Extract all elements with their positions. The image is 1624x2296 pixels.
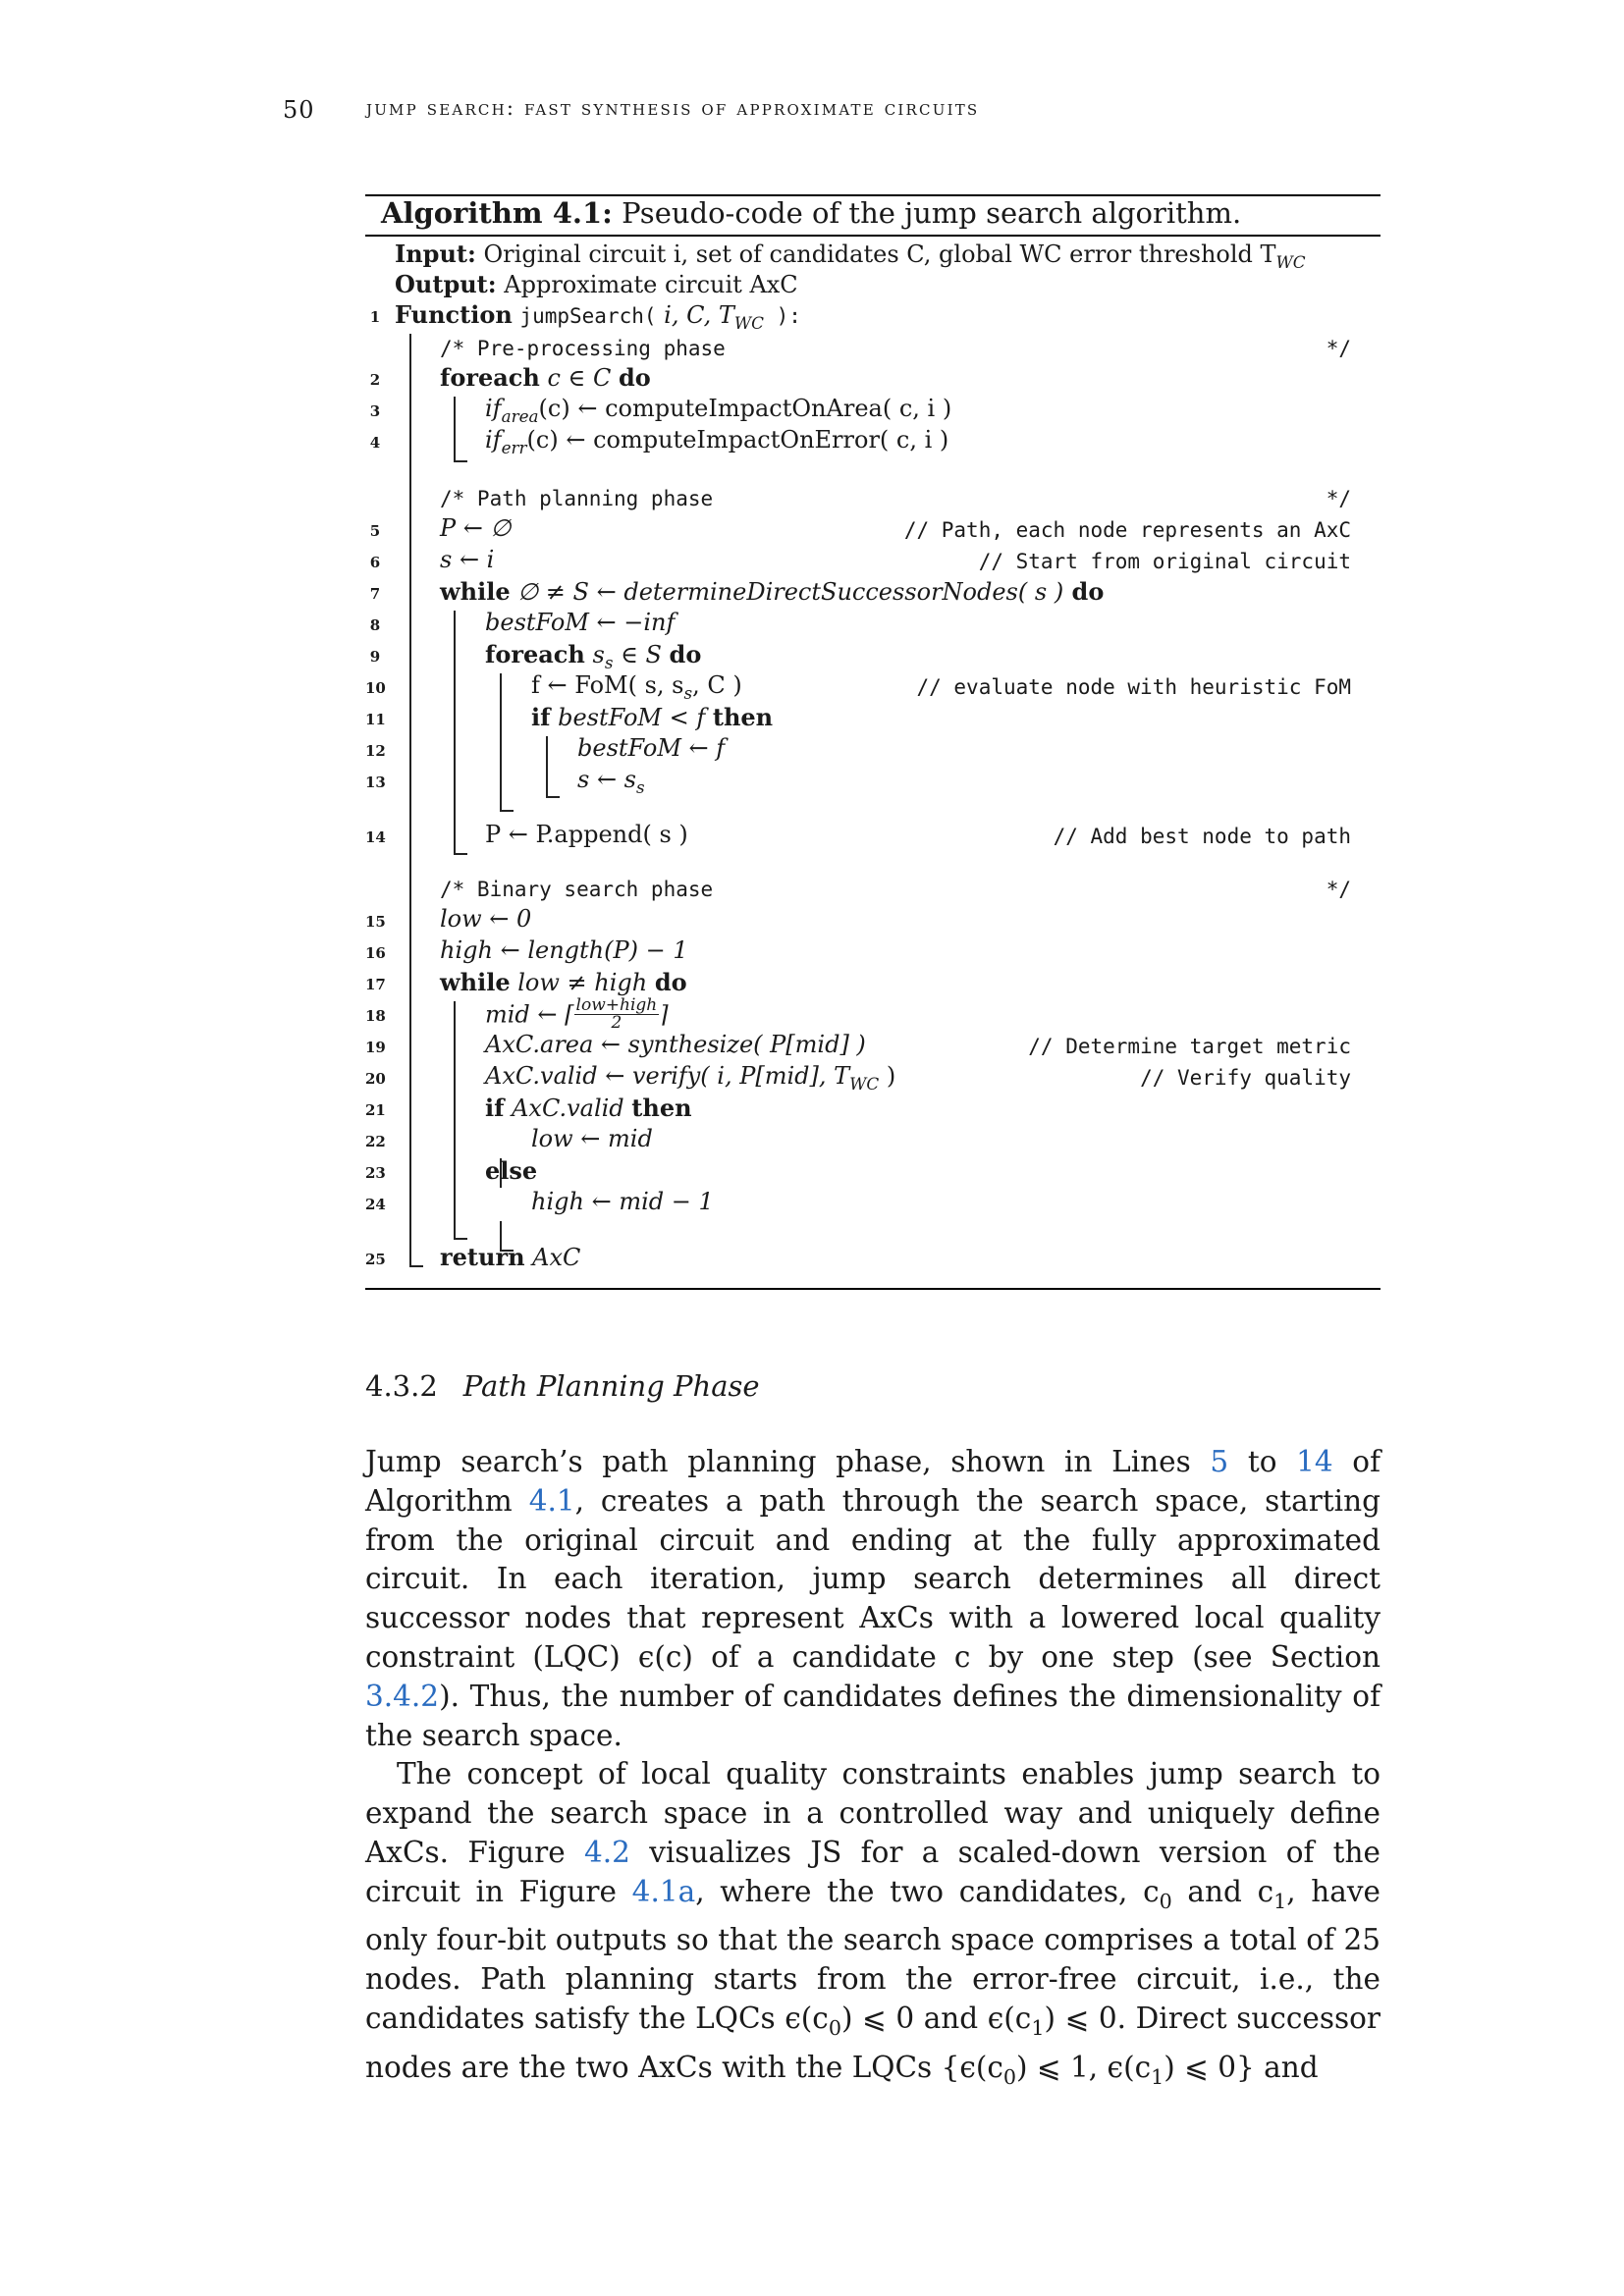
sub: s — [683, 682, 693, 703]
text: , creates a path through the search space, starting from the original circuit and ending at the fully approximated circuit. In each iteration, jump search determines all direct successor nodes that represent AxCs with a lowered local quality constraint (LQC) ϵ(c) of a candidate c by one step (see Section — [365, 1483, 1380, 1674]
line-number: 10 — [365, 679, 386, 697]
input-text: Original circuit i, set of candidates C, global WC error threshold T — [483, 240, 1276, 268]
text: ∈ S — [613, 641, 670, 668]
line-number: 4 — [369, 434, 381, 452]
algo-line-9 — [485, 640, 701, 672]
input-label: Input: — [395, 240, 476, 268]
function-name: jumpSearch( — [519, 304, 657, 328]
algo-line-18 — [485, 997, 669, 1032]
algo-line-16: high ← length(P) − 1 — [440, 936, 688, 964]
line-number: 1 — [369, 308, 381, 326]
section-number: 4.3.2 — [365, 1369, 438, 1403]
text: mid ← ⌈ — [485, 1000, 574, 1029]
if-block-bar — [546, 736, 548, 797]
text: (c) ← computeImpactOnError( c, i ) — [526, 426, 949, 454]
sub: s — [636, 776, 645, 797]
sub: s — [604, 652, 614, 672]
text: ) ⩽ 0} and — [1164, 2050, 1319, 2084]
text: if — [485, 426, 502, 454]
args-end: ): — [763, 304, 801, 328]
algorithm-caption — [381, 196, 1241, 230]
algo-line-4 — [485, 426, 948, 457]
keyword: do — [618, 363, 651, 392]
sub: 1 — [1031, 2015, 1045, 2040]
line-number: 12 — [365, 742, 386, 760]
text: f ← FoM( s, s — [531, 671, 684, 699]
algo-line-25 — [440, 1243, 580, 1271]
line-number: 5 — [369, 522, 381, 540]
function-call: determineDirectSuccessorNodes( s ) — [623, 578, 1064, 606]
comment-end: */ — [1326, 337, 1351, 360]
line-number: 24 — [365, 1196, 386, 1213]
text: to — [1228, 1445, 1297, 1478]
paragraph-1 — [365, 1443, 1380, 2097]
sub: 1 — [1273, 1889, 1287, 1913]
binary-while-end — [454, 1238, 467, 1240]
text: if — [485, 395, 502, 422]
line-number: 14 — [365, 828, 386, 846]
algo-line-12: bestFoM ← f — [577, 734, 726, 762]
algo-line-17 — [440, 968, 687, 996]
keyword: foreach — [485, 640, 585, 668]
keyword: do — [669, 640, 702, 668]
algo-line-2 — [440, 363, 651, 392]
line-number: 7 — [369, 585, 381, 603]
text: AxC.valid ← verify( i, P[mid], T — [485, 1062, 850, 1090]
text: ) ⩽ 1, ϵ(c — [1016, 2050, 1152, 2084]
sub: err — [501, 437, 527, 457]
algo-caption-rule — [365, 235, 1380, 237]
input-sub: WC — [1275, 251, 1306, 272]
algo-line-8: bestFoM ← −inf — [485, 609, 676, 636]
sub: 1 — [1151, 2064, 1164, 2089]
algo-line-14: P ← P.append( s ) — [485, 821, 688, 848]
page-number: 50 — [283, 96, 315, 124]
keyword: then — [631, 1094, 692, 1122]
algo-line-15: low ← 0 — [440, 905, 532, 933]
algo-line-20-comment: // Verify quality — [1140, 1066, 1351, 1090]
line-number: 23 — [365, 1164, 386, 1182]
function-block-end — [409, 1265, 423, 1267]
text: ) ⩽ 0 and ϵ(c — [840, 2002, 1032, 2036]
while-block-bar — [454, 611, 456, 854]
sub: 0 — [1159, 1889, 1172, 1913]
ref-section-3-4-2[interactable]: 3.4.2 — [365, 1679, 440, 1713]
line-number: 3 — [369, 402, 381, 420]
while-block-end — [454, 853, 467, 855]
foreach-block-bar — [454, 397, 456, 461]
args: i, C, T — [656, 301, 734, 329]
keyword: if — [485, 1094, 505, 1122]
algorithm-label: Algorithm 4.1: — [381, 196, 613, 230]
algo-line-7 — [440, 577, 1104, 606]
keyword: do — [654, 968, 687, 996]
sub: 0 — [828, 2015, 841, 2040]
line-number: 9 — [369, 648, 381, 666]
line-number: 20 — [365, 1070, 386, 1088]
text: and c — [1171, 1874, 1274, 1908]
comment-binary-search: /* Binary search phase — [440, 878, 714, 901]
line-number: 11 — [365, 711, 386, 728]
algo-input — [395, 240, 1306, 272]
algo-line-11 — [531, 703, 773, 731]
line-number: 19 — [365, 1039, 386, 1056]
text: ). Thus, the number of candidates defines the dimensionality of the search space. — [365, 1679, 1380, 1752]
line-number: 6 — [369, 554, 381, 571]
keyword: if — [531, 703, 551, 731]
line-number: 16 — [365, 944, 386, 962]
text: , have only four-bit outputs so that the search space comprises a total of 25 nodes. Path planning starts from the error-free circuit, i.e., the candidates satisfy the LQCs ϵ(c — [365, 1874, 1381, 2036]
foreach-block-end — [454, 460, 467, 462]
algo-line-19-comment: // Determine target metric — [1028, 1035, 1351, 1058]
text: c ∈ C — [539, 364, 619, 392]
algo-line-10-comment: // evaluate node with heuristic FoM — [916, 675, 1351, 699]
sub: WC — [849, 1073, 880, 1094]
line-number: 22 — [365, 1133, 386, 1150]
algo-line-10 — [531, 671, 742, 703]
sub: area — [501, 405, 539, 426]
keyword: while — [440, 577, 511, 606]
ref-algorithm-4-1[interactable]: 4.1 — [528, 1483, 575, 1518]
line-number: 18 — [365, 1007, 386, 1025]
text: , C ) — [692, 671, 742, 699]
fraction-denominator: 2 — [611, 1013, 623, 1033]
algo-line-6: s ← i — [440, 546, 495, 573]
output-text: Approximate circuit AxC — [504, 271, 798, 298]
algo-line-3 — [485, 395, 951, 426]
args-sub: WC — [733, 312, 764, 333]
algo-line-5: P ← ∅ — [440, 514, 512, 542]
if-block-end — [546, 796, 560, 798]
algo-line-14-comment: // Add best node to path — [1053, 825, 1351, 848]
comment-path-planning: /* Path planning phase — [440, 487, 714, 510]
line-number: 17 — [365, 976, 386, 993]
ref-figure-4-1a[interactable]: 4.1a — [631, 1874, 696, 1908]
comment-end: */ — [1326, 487, 1351, 510]
fraction-numerator: low+high — [575, 995, 658, 1015]
keyword: do — [1063, 577, 1105, 606]
ref-figure-4-2[interactable]: 4.2 — [583, 1835, 630, 1869]
algo-line-23: else — [485, 1156, 538, 1185]
algo-line-13 — [577, 766, 645, 797]
line-number: 21 — [365, 1101, 386, 1119]
binary-while-bar — [454, 1001, 456, 1239]
algo-line-19: AxC.area ← synthesize( P[mid] ) — [485, 1031, 866, 1058]
text: ) — [879, 1062, 896, 1090]
algo-line-20 — [485, 1062, 895, 1094]
algo-line-5-comment: // Path, each node represents an AxC — [903, 518, 1351, 542]
algo-bottom-rule — [365, 1288, 1380, 1290]
text: Jump search’s path planning phase, shown in Lines — [365, 1445, 1211, 1478]
algo-line-1 — [395, 300, 801, 333]
keyword: return — [440, 1243, 525, 1271]
text: low ≠ high — [510, 969, 655, 996]
text: The concept of local quality constraints enables jump search to expand the search space in a controlled way and uniquely define AxCs. Figure — [365, 1757, 1380, 1869]
comment-end: */ — [1326, 878, 1351, 901]
algo-line-22: low ← mid — [531, 1125, 653, 1152]
ref-line-5[interactable]: 5 — [1210, 1445, 1229, 1478]
text: bestFoM < f — [550, 704, 713, 731]
inner-foreach-end — [500, 810, 514, 812]
keyword: Function — [395, 300, 513, 329]
text: ⌉ — [659, 1000, 669, 1029]
text: AxC.valid — [504, 1095, 632, 1122]
function-block-bar — [409, 334, 411, 1266]
line-number: 25 — [365, 1251, 386, 1268]
algo-output — [395, 270, 798, 298]
line-number: 15 — [365, 913, 386, 931]
inner-foreach-bar — [500, 673, 502, 811]
sub: 0 — [1002, 2064, 1017, 2089]
line-number: 2 — [369, 371, 381, 389]
running-title: jump search: fast synthesis of approximate circuits — [366, 96, 980, 120]
output-label: Output: — [395, 270, 497, 298]
fraction — [574, 997, 660, 1032]
text: AxC — [524, 1244, 581, 1271]
line-number: 8 — [369, 616, 381, 634]
algo-line-6-comment: // Start from original circuit — [978, 550, 1351, 573]
section-title: Path Planning Phase — [462, 1369, 760, 1403]
line-number: 13 — [365, 774, 386, 791]
text: of Algorithm — [365, 1445, 1380, 1518]
comment-preprocessing: /* Pre-processing phase — [440, 337, 726, 360]
ref-line-14[interactable]: 14 — [1296, 1445, 1333, 1478]
keyword: while — [440, 968, 511, 996]
text: ) ⩽ 0. Direct successor nodes are the two AxCs with the LQCs {ϵ(c — [365, 2002, 1381, 2084]
text: s — [584, 641, 605, 668]
keyword: then — [712, 703, 774, 731]
text: s ← s — [577, 766, 636, 793]
section-heading — [365, 1369, 760, 1403]
algo-line-21 — [485, 1094, 692, 1122]
keyword: foreach — [440, 363, 540, 392]
text: visualizes JS for a scaled-down version of the circuit in Figure — [365, 1835, 1380, 1908]
text: , where the two candidates, c — [695, 1874, 1160, 1908]
algorithm-caption-text: Pseudo-code of the jump search algorithm. — [622, 196, 1242, 230]
text: ∅ ≠ S ← — [510, 578, 624, 606]
algo-line-24: high ← mid − 1 — [531, 1188, 714, 1215]
text: (c) ← computeImpactOnArea( c, i ) — [538, 395, 952, 422]
